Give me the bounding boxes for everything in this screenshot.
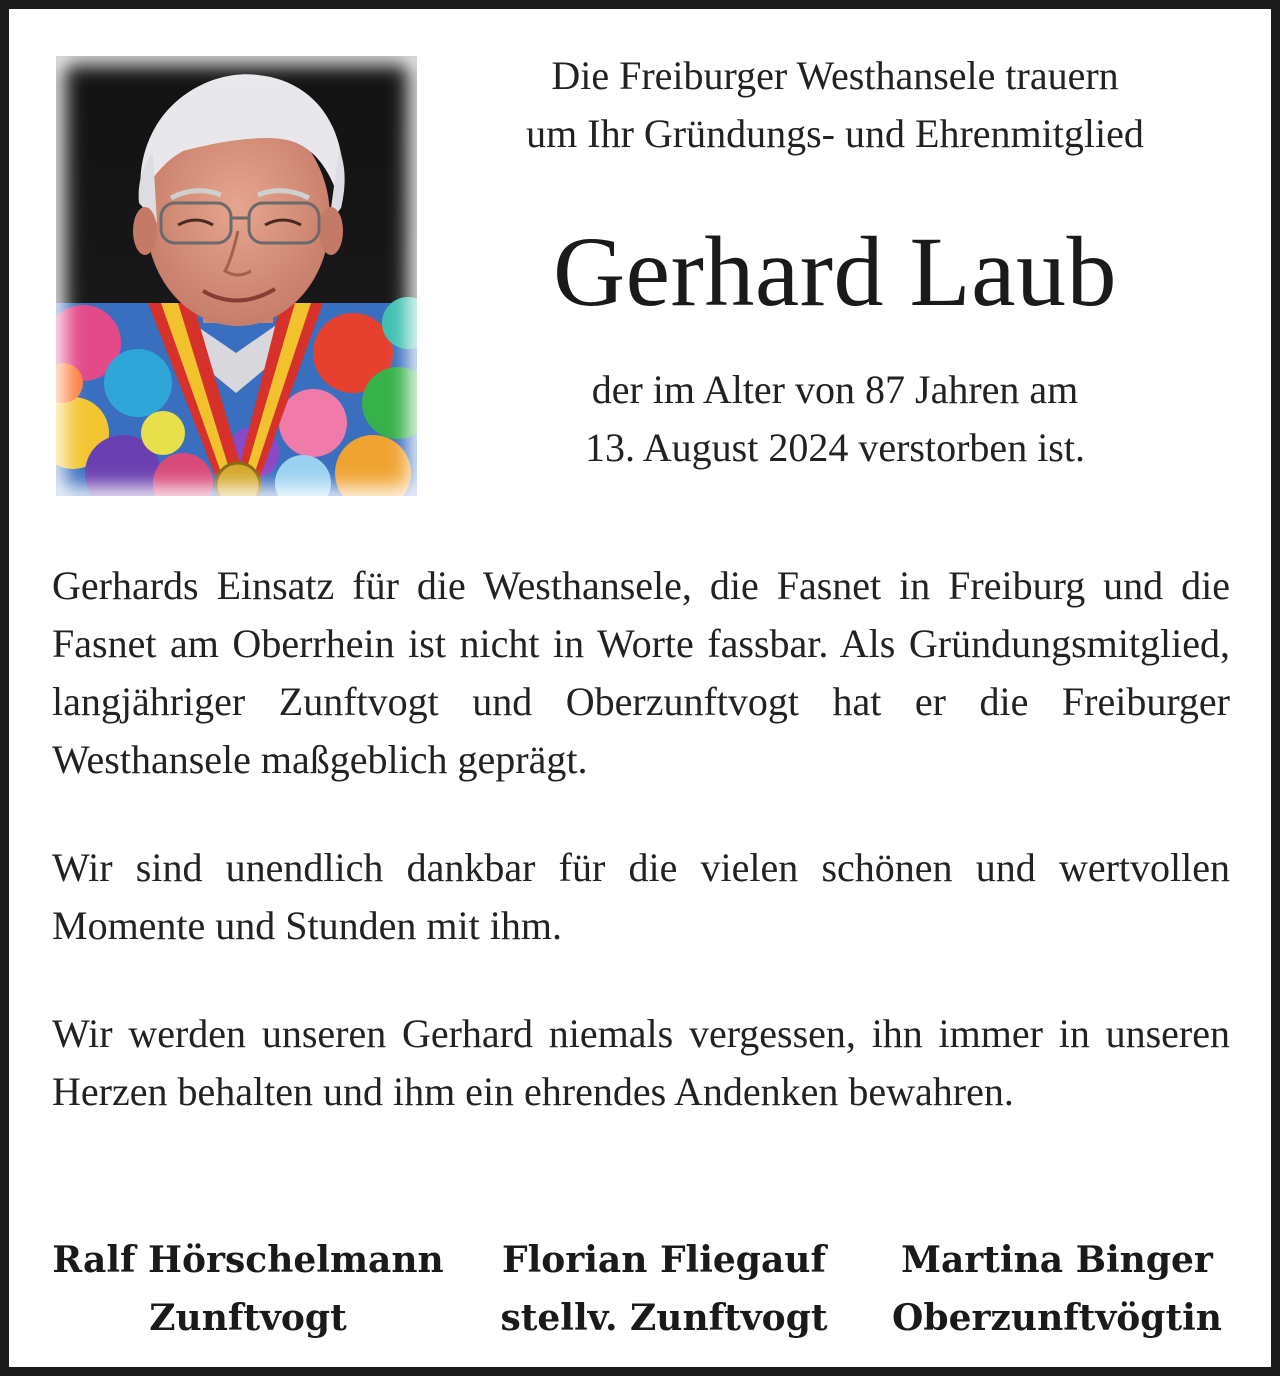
portrait-illustration <box>53 53 420 499</box>
signature-block <box>884 1231 1230 1347</box>
intro-line-2: um Ihr Gründungs- und Ehrenmitglied <box>526 111 1144 156</box>
paragraph-gratitude: Wir sind unendlich dankbar für die vielen schönen und wertvollen Momente und Stunden mit ihm. <box>52 845 1230 948</box>
signature-block <box>52 1231 444 1347</box>
signature-role: Oberzunftvögtin <box>892 1297 1222 1339</box>
portrait-photo <box>53 53 420 499</box>
age-line-2: 13. August 2024 verstorben ist. <box>585 425 1085 470</box>
age-line-1: der im Alter von 87 Jahren am <box>591 367 1079 412</box>
signature-name: Florian Fliegauf <box>502 1239 826 1281</box>
signature-name: Martina Binger <box>901 1239 1213 1281</box>
signature-role: Zunftvogt <box>149 1297 347 1339</box>
intro <box>459 47 1211 163</box>
signature-role: stellv. Zunftvogt <box>500 1297 828 1339</box>
intro-line-1: Die Freiburger Westhansele trauern <box>551 53 1119 98</box>
paragraph-tribute: Gerhards Einsatz für die Westhansele, die Fasnet in Freiburg und die Fasnet am Oberrhein ist nicht in Worte fassbar. Als Gründungsmitglied, langjähriger Zunftvogt und Oberzunftvogt hat er die Freiburger Westhansele maßgeblich geprägt. <box>52 563 1230 782</box>
signature-name: Ralf Hörschelmann <box>52 1239 444 1281</box>
deceased-name: Gerhard Laub <box>552 216 1118 327</box>
body-text <box>52 557 1230 1121</box>
paragraph-remembrance: Wir werden unseren Gerhard niemals vergessen, ihn immer in unseren Herzen behalten und ihm ein ehrendes Andenken bewahren. <box>52 1011 1230 1114</box>
signature-block <box>492 1231 836 1347</box>
signatures <box>52 1231 1230 1351</box>
age-info <box>459 361 1211 477</box>
header <box>459 47 1211 477</box>
